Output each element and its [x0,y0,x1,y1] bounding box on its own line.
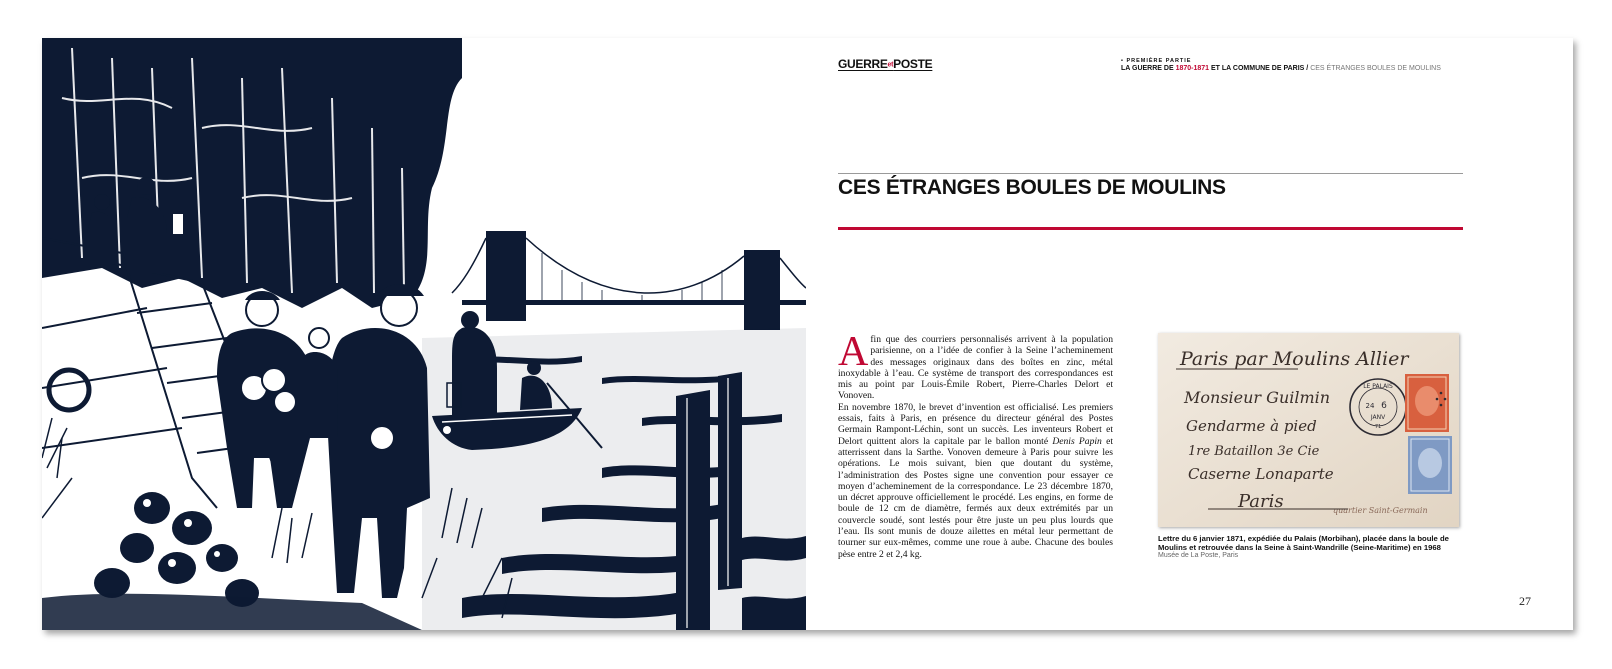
env-line-7: quartier Saint-Germain [1333,506,1428,515]
paragraph-1: fin que des courriers personnalisés arrivent à la population parisienne, on a l’idée de confier à la Seine l’acheminement des messages originaux dans des boîtes en zinc, métal inoxydable à l’eau. Ce système de transport des correspondances est mis au point par Louis-Émile Robert, Pierre-Charles Delort et Vonoven. [838,334,1113,402]
orange-stamp [1405,374,1449,432]
postmark-year: 71 [1374,424,1382,430]
logo-et: et [887,61,894,69]
env-line-3: Gendarme à pied [1186,417,1317,435]
section-sub: CES ÉTRANGES BOULES DE MOULINS [1310,65,1441,72]
magazine-logo [838,57,932,71]
section-pre: LA GUERRE DE [1121,65,1176,72]
envelope-photo [1158,333,1459,527]
env-line-1: Paris par Moulins Allier [1180,348,1409,370]
postmark-day: 6 [1381,401,1387,411]
ink-drawing [42,38,806,630]
env-line-6: Paris [1238,491,1284,512]
river-illustration [42,38,806,630]
page-number: 27 [1519,594,1531,608]
env-line-2: Monsieur Guilmin [1184,388,1331,407]
drop-cap: A [838,329,869,375]
postmark-town: LE PALAIS [1363,383,1393,390]
running-header [1121,57,1441,73]
section-post: ET LA COMMUNE DE PARIS / [1209,65,1311,72]
caption-credit: Musée de La Poste, Paris [1158,552,1239,560]
paragraph-2-end: et atterrissent dans la Sarthe. Vonoven demeure à Paris pour suivre les opérations. Le mois suivant, bien que doutant du système, l’administration des Postes signe une convention pour essayer ce moyen d’acheminement de la correspondance. Le 23 décembre 1870, un décret approuve officiellement le procédé. Les engins, en forme de boule de 12 cm de diamètre, fermés aux deux extrémités par un couvercle soudé, sont lestés pour être juste un peu plus lourds que l’eau. Ils sont munis de douze ailettes en métal leur permettant de tourner sur eux-mêmes, comme une roue à aube. Chacune des boules pèse entre 2 et 2,4 kg. [838,435,1114,560]
section-path [1121,65,1441,73]
article-body [838,329,1114,560]
title-red-rule [838,227,1463,230]
postmark-month: JANV [1370,414,1386,421]
title-top-rule [838,173,1463,174]
logo-part-2: POSTE [893,57,933,71]
article-title: CES ÉTRANGES BOULES DE MOULINS [838,176,1226,199]
logo-part-1: GUERRE [838,57,888,71]
envelope-caption [1158,535,1458,561]
part-label: • PREMIÈRE PARTIE [1121,58,1192,64]
env-line-4: 1re Bataillon 3e Cie [1188,444,1320,459]
blue-stamp [1408,436,1452,494]
envelope-drawing [1158,333,1459,527]
env-line-5: Caserne Lonaparte [1188,465,1334,483]
paragraph-2-start: En novembre 1870, le brevet d’invention est officialisé. Les premiers essais, faits à Paris, en présence du directeur général des Postes Germain Rampont-Léchin, sont un succès. Les inventeurs Robert et Delort quittent alors la capitale par le ballon monté [838,401,1113,447]
balloon-name: Denis Papin [1052,435,1102,447]
caption-text: Lettre du 6 janvier 1871, expédiée du Palais (Morbihan), placée dans la boule de Moulins et retrouvée dans la Seine à Saint-Wandrille (Seine-Maritime) en 1968 [1158,534,1449,552]
paragraph-2 [838,402,1113,560]
section-years: 1870-1871 [1175,65,1210,72]
postmark-num: 24 [1365,402,1375,410]
